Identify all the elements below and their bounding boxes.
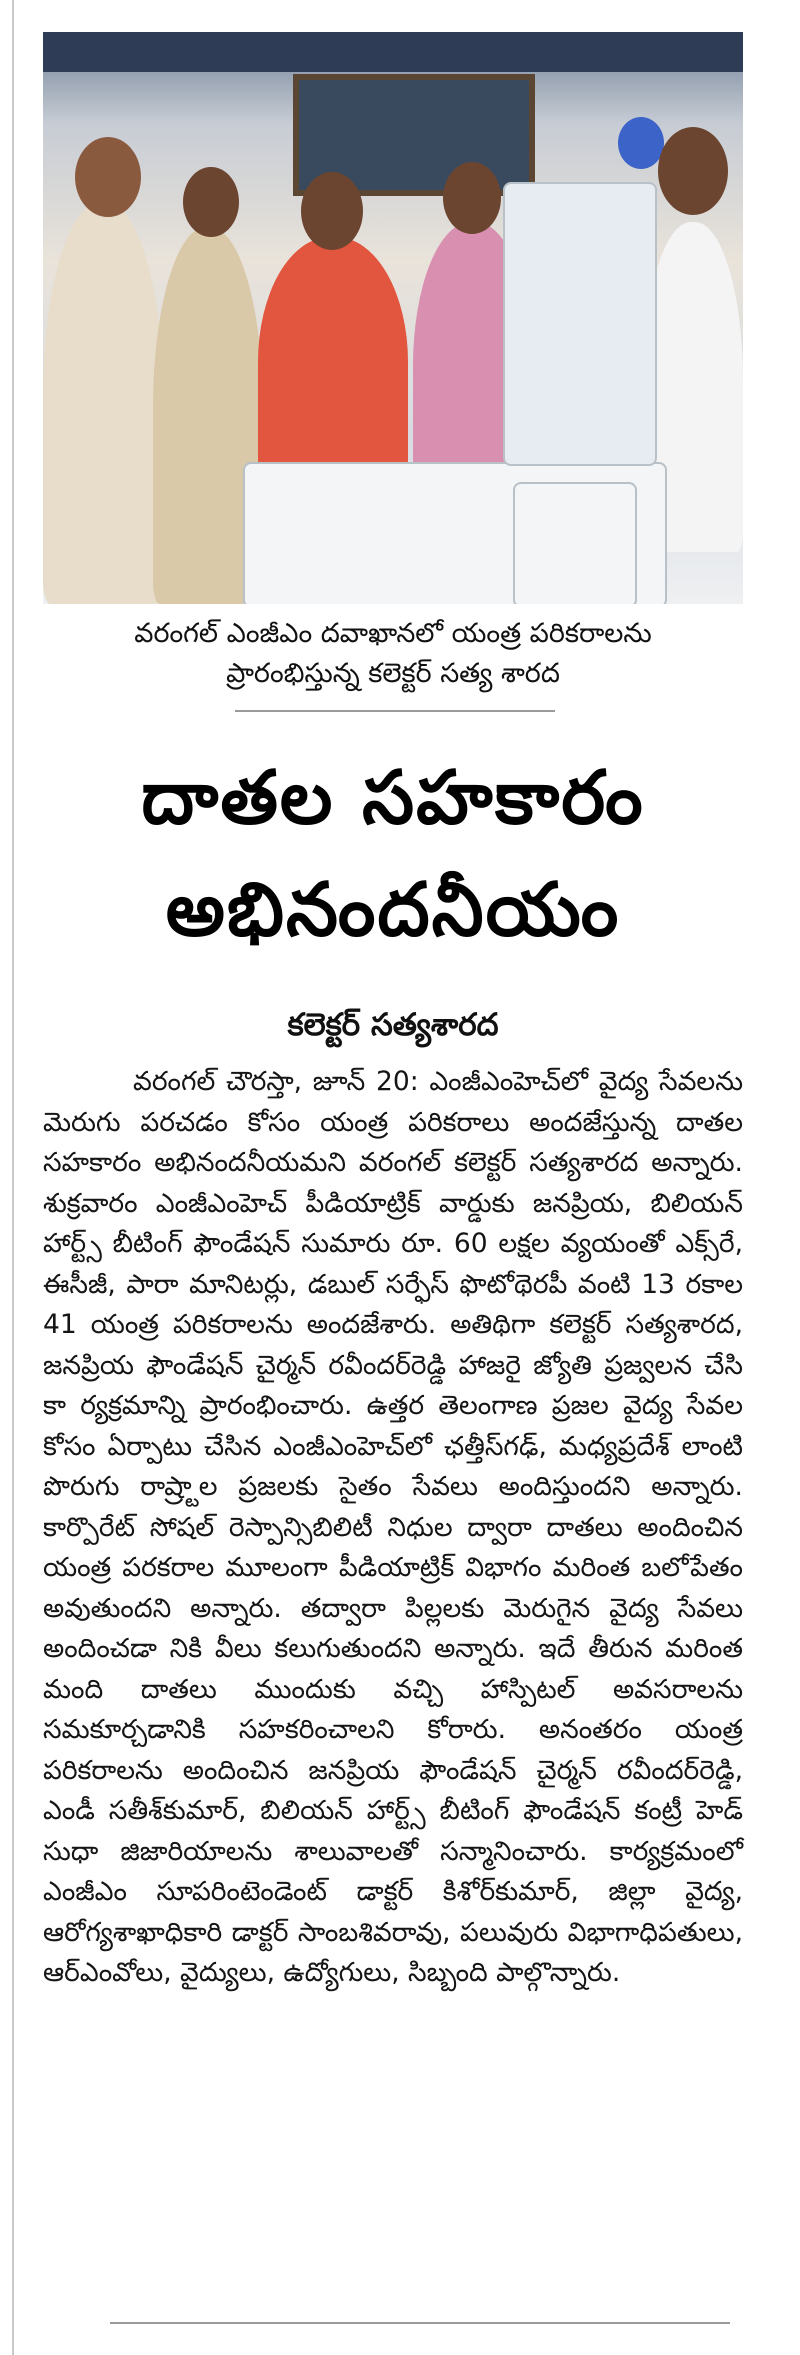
column-left-rule: [12, 0, 14, 2355]
photo-person-head: [658, 127, 728, 215]
photo-person-head: [443, 162, 501, 234]
photo-caption: [43, 614, 743, 694]
photo-equipment: [513, 482, 637, 604]
photo-person-head: [183, 167, 239, 237]
bottom-divider: [110, 2322, 730, 2324]
photo-balloon: [618, 117, 664, 169]
caption-divider: [235, 710, 555, 712]
photo-ceiling: [43, 32, 743, 72]
headline-line: అభినందనీయం: [165, 867, 621, 953]
photo-person: [258, 237, 408, 497]
photo-person: [43, 202, 163, 604]
news-photo: [43, 32, 743, 604]
photo-caption-line: ప్రారంభిస్తున్న కలెక్టర్ సత్య శారద: [226, 658, 560, 689]
photo-person-head: [75, 137, 141, 217]
article-body: వరంగల్ చౌరస్తా, జూన్ 20: ఎంజీఎంహెచ్‌లో వైద్య సేవలను మెరుగు పరచడం కోసం యంత్ర పరికరాలు అందజేస్తున్న దాతల సహకారం అభినందనీయమని వరంగల్ కలెక్టర్ సత్యశారద అన్నారు. శుక్రవారం ఎంజీఎంహెచ్ పీడియాట్రిక్ వార్డుకు జనప్రియ, బిలియన్ హార్ట్స్ బీటింగ్ ఫౌండేషన్ సుమారు రూ. 60 లక్షల వ్యయంతో ఎక్స్‌రే, ఈసీజీ, పారా మానిటర్లు, డబుల్ సర్ఫేస్ ఫొటోథెరపీ వంటి 13 రకాల 41 యంత్ర పరికరాలను అందజేశారు. అతిథిగా కలెక్టర్ సత్యశారద, జనప్రియ ఫౌండేషన్ చైర్మన్ రవీందర్‌రెడ్డి హాజరై జ్యోతి ప్రజ్వలన చేసి కా ర్యక్రమాన్ని ప్రారంభించారు. ఉత్తర తెలంగాణ ప్రజల వైద్య సేవల కోసం ఏర్పాటు చేసిన ఎంజీఎంహెచ్‌లో ఛత్తీస్‌గఢ్, మధ్యప్రదేశ్ లాంటి పొరుగు రాష్ర్టాల ప్రజలకు సైతం సేవలు అందిస్తుందని అన్నారు. కార్పొరేట్ సోషల్ రెస్పాన్సిబిలిటీ నిధుల ద్వారా దాతలు అందించిన యంత్ర పరకరాల మూలంగా పీడియాట్రిక్ విభాగం మరింత బలోపేతం అవుతుందని అన్నారు. తద్వారా పిల్లలకు మెరుగైన వైద్య సేవలు అందించడా నికి వీలు కలుగుతుందని అన్నారు. ఇదే తీరున మరింత మంది దాతలు ముందుకు వచ్చి హాస్పిటల్ అవసరాలను సమకూర్చడానికి సహకరించాలని కోరారు. అనంతరం యంత్ర పరికరాలను అందించిన జనప్రియ ఫౌండేషన్ చైర్మన్ రవీందర్‌రెడ్డి, ఎండీ సతీశ్‌కుమార్, బిలియన్ హార్ట్స్ బీటింగ్ ఫౌండేషన్ కంట్రీ హెడ్ సుధా జిజారియాలను శాలువాలతో సన్మానించారు. కార్యక్రమంలో ఎంజీఎం సూపరింటెండెంట్ డాక్టర్ కిశోర్‌కుమార్, జిల్లా వైద్య, ఆరోగ్యశాఖాధికారి డాక్టర్ సాంబశివరావు, పలువురు విభాగాధిపతులు, ఆర్‌ఎంవోలు, వైద్యులు, ఉద్యోగులు, సిబ్బంది పాల్గొన్నారు.: [43, 1066, 743, 1988]
headline-line: దాతల సహకారం: [141, 755, 645, 841]
photo-caption-line: వరంగల్ ఎంజీఎం దవాఖానలో యంత్ర పరికరాలను: [134, 618, 652, 649]
photo-equipment: [503, 182, 657, 466]
photo-person-head: [301, 172, 363, 250]
headline: [43, 742, 743, 966]
byline: కలెక్టర్ సత్యశారద: [287, 1007, 499, 1043]
